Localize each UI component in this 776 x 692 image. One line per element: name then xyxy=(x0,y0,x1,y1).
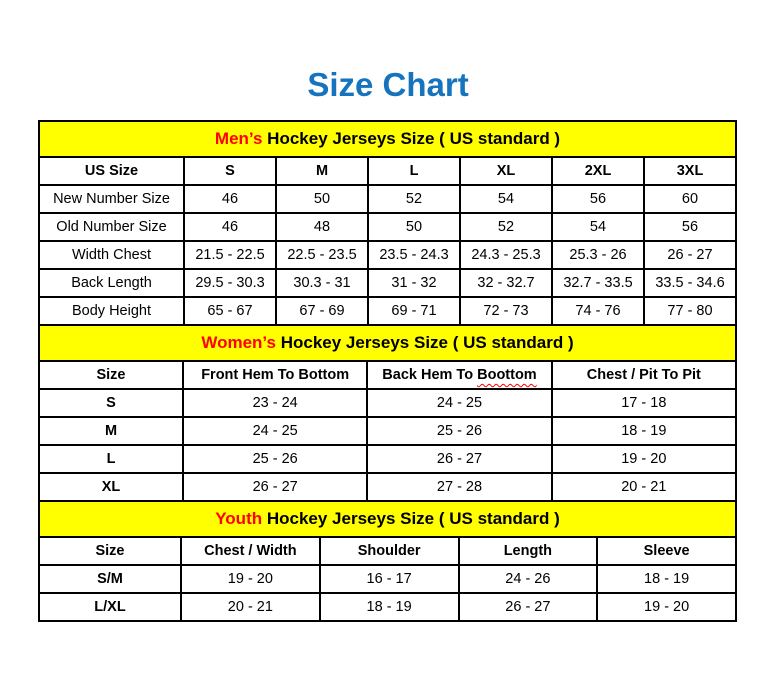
page-title: Size Chart xyxy=(307,66,469,103)
mens-header-cell: S xyxy=(185,158,277,186)
youth-cell: 18 - 19 xyxy=(321,594,460,622)
mens-cell: 69 - 71 xyxy=(369,298,461,326)
womens-header-cell: Chest / Pit To Pit xyxy=(553,362,737,390)
mens-cell: 56 xyxy=(645,214,737,242)
mens-cell: 52 xyxy=(369,186,461,214)
mens-row-label: Body Height xyxy=(40,298,185,326)
womens-cell: 18 - 19 xyxy=(553,418,737,446)
youth-cell: 19 - 20 xyxy=(182,566,321,594)
youth-header-cell: Shoulder xyxy=(321,538,460,566)
womens-header-misspell-prefix: Back Hem To xyxy=(382,367,478,383)
mens-cell: 54 xyxy=(553,214,645,242)
youth-band-text: Hockey Jerseys Size ( US standard ) xyxy=(262,509,560,528)
womens-section-band xyxy=(40,326,737,362)
mens-cell: 46 xyxy=(185,214,277,242)
youth-cell: 19 - 20 xyxy=(598,594,737,622)
youth-table xyxy=(40,538,737,622)
size-chart-table xyxy=(38,120,737,622)
youth-cell: 16 - 17 xyxy=(321,566,460,594)
womens-row-label: M xyxy=(40,418,184,446)
mens-header-cell: US Size xyxy=(40,158,185,186)
mens-cell: 60 xyxy=(645,186,737,214)
mens-row-label: Width Chest xyxy=(40,242,185,270)
womens-header-cell-misspelled xyxy=(368,362,552,390)
mens-cell: 31 - 32 xyxy=(369,270,461,298)
mens-cell: 67 - 69 xyxy=(277,298,369,326)
womens-cell: 25 - 26 xyxy=(368,418,552,446)
mens-cell: 50 xyxy=(369,214,461,242)
womens-row-label: L xyxy=(40,446,184,474)
youth-cell: 18 - 19 xyxy=(598,566,737,594)
womens-cell: 24 - 25 xyxy=(368,390,552,418)
mens-header-cell: L xyxy=(369,158,461,186)
mens-section-band xyxy=(40,122,737,158)
mens-band-text: Hockey Jerseys Size ( US standard ) xyxy=(262,129,561,148)
mens-cell: 52 xyxy=(461,214,553,242)
mens-cell: 65 - 67 xyxy=(185,298,277,326)
mens-cell: 23.5 - 24.3 xyxy=(369,242,461,270)
youth-cell: 26 - 27 xyxy=(460,594,599,622)
mens-cell: 54 xyxy=(461,186,553,214)
mens-cell: 29.5 - 30.3 xyxy=(185,270,277,298)
womens-cell: 26 - 27 xyxy=(184,474,368,502)
mens-cell: 25.3 - 26 xyxy=(553,242,645,270)
womens-table xyxy=(40,362,737,502)
mens-cell: 22.5 - 23.5 xyxy=(277,242,369,270)
womens-band-text: Hockey Jerseys Size ( US standard ) xyxy=(275,333,574,352)
youth-row-label: L/XL xyxy=(40,594,182,622)
womens-cell: 17 - 18 xyxy=(553,390,737,418)
mens-header-cell: 2XL xyxy=(553,158,645,186)
mens-cell: 21.5 - 22.5 xyxy=(185,242,277,270)
mens-row-label: Back Length xyxy=(40,270,185,298)
mens-cell: 48 xyxy=(277,214,369,242)
mens-row-label: New Number Size xyxy=(40,186,185,214)
womens-header-misspell-word: Boottom xyxy=(477,367,537,383)
mens-cell: 24.3 - 25.3 xyxy=(461,242,553,270)
womens-cell: 26 - 27 xyxy=(368,446,552,474)
youth-header-cell: Sleeve xyxy=(598,538,737,566)
womens-row-label: S xyxy=(40,390,184,418)
womens-cell: 20 - 21 xyxy=(553,474,737,502)
mens-header-cell: M xyxy=(277,158,369,186)
mens-cell: 26 - 27 xyxy=(645,242,737,270)
womens-cell: 19 - 20 xyxy=(553,446,737,474)
youth-header-cell: Chest / Width xyxy=(182,538,321,566)
youth-cell: 20 - 21 xyxy=(182,594,321,622)
womens-band-highlight: Women’s xyxy=(201,333,276,352)
mens-cell: 33.5 - 34.6 xyxy=(645,270,737,298)
youth-section-band xyxy=(40,502,737,538)
mens-header-cell: XL xyxy=(461,158,553,186)
mens-table xyxy=(40,158,737,326)
youth-cell: 24 - 26 xyxy=(460,566,599,594)
womens-cell: 23 - 24 xyxy=(184,390,368,418)
youth-row-label: S/M xyxy=(40,566,182,594)
womens-cell: 24 - 25 xyxy=(184,418,368,446)
mens-cell: 72 - 73 xyxy=(461,298,553,326)
mens-cell: 32.7 - 33.5 xyxy=(553,270,645,298)
youth-band-highlight: Youth xyxy=(215,509,263,528)
mens-cell: 46 xyxy=(185,186,277,214)
mens-cell: 30.3 - 31 xyxy=(277,270,369,298)
mens-cell: 56 xyxy=(553,186,645,214)
mens-cell: 74 - 76 xyxy=(553,298,645,326)
womens-header-cell: Size xyxy=(40,362,184,390)
youth-header-cell: Size xyxy=(40,538,182,566)
youth-header-cell: Length xyxy=(460,538,599,566)
mens-row-label: Old Number Size xyxy=(40,214,185,242)
mens-cell: 32 - 32.7 xyxy=(461,270,553,298)
mens-header-cell: 3XL xyxy=(645,158,737,186)
mens-cell: 50 xyxy=(277,186,369,214)
womens-cell: 25 - 26 xyxy=(184,446,368,474)
mens-band-highlight: Men’s xyxy=(214,129,263,148)
womens-cell: 27 - 28 xyxy=(368,474,552,502)
womens-header-cell: Front Hem To Bottom xyxy=(184,362,368,390)
mens-cell: 77 - 80 xyxy=(645,298,737,326)
womens-row-label: XL xyxy=(40,474,184,502)
